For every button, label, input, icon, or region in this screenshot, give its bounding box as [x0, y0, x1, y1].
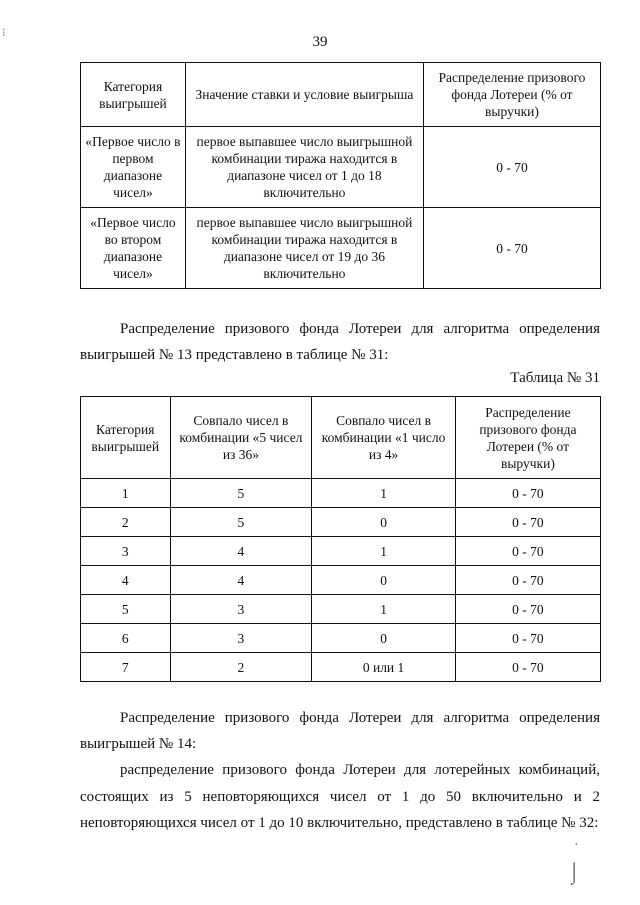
- cell-match-extra: 0: [312, 508, 456, 537]
- cell-distribution: 0 - 70: [423, 127, 600, 208]
- cell-distribution: 0 - 70: [455, 537, 600, 566]
- paragraph-algorithm-13: Распределение призового фонда Лотереи для алгоритма определения выигрышей № 13 представлено в таблице № 31:: [80, 321, 600, 363]
- cell-category: 5: [81, 595, 171, 624]
- table-row: [81, 595, 601, 624]
- table-row: [81, 208, 601, 289]
- cell-category: 3: [81, 537, 171, 566]
- header-match-1-of-4: Совпало чисел в комбинации «1 число из 4»: [312, 397, 456, 479]
- header-prize-distribution: Распределение призового фонда Лотереи (% от выручки): [455, 397, 600, 479]
- cell-match-main: 3: [170, 595, 312, 624]
- cell-category: 1: [81, 479, 171, 508]
- paragraph-algorithm-14: Распределение призового фонда Лотереи для алгоритма определения выигрышей № 14:: [80, 710, 600, 752]
- table-row: [81, 566, 601, 595]
- cell-distribution: 0 - 70: [455, 566, 600, 595]
- cell-distribution: 0 - 70: [455, 479, 600, 508]
- cell-distribution: 0 - 70: [455, 653, 600, 682]
- cell-match-extra: 1: [312, 479, 456, 508]
- cell-condition: первое выпавшее число выигрышной комбинации тиража находится в диапазоне чисел от 19 до 36 включительно: [185, 208, 423, 289]
- scan-mark: ⁝: [2, 27, 6, 39]
- cell-category: 4: [81, 566, 171, 595]
- cell-match-main: 5: [170, 479, 312, 508]
- table-label: Таблица № 31: [510, 370, 600, 386]
- header-category: Категория выигрышей: [81, 63, 186, 127]
- cell-match-extra: 0: [312, 566, 456, 595]
- scan-mark: ·: [574, 838, 579, 853]
- table-header-row: [81, 397, 601, 479]
- table-row: [81, 508, 601, 537]
- cell-match-main: 2: [170, 653, 312, 682]
- cell-category: «Первое число в первом диапазоне чисел»: [81, 127, 186, 208]
- cell-match-extra: 1: [312, 595, 456, 624]
- page-number: 39: [312, 34, 328, 50]
- table-31: [80, 396, 601, 682]
- cell-category: «Первое число во втором диапазоне чисел»: [81, 208, 186, 289]
- cell-category: 7: [81, 653, 171, 682]
- cell-distribution: 0 - 70: [423, 208, 600, 289]
- header-match-5-of-36: Совпало чисел в комбинации «5 чисел из 36»: [170, 397, 312, 479]
- cell-category: 6: [81, 624, 171, 653]
- cell-distribution: 0 - 70: [455, 508, 600, 537]
- paragraph-combinations: распределение призового фонда Лотереи для лотерейных комбинаций, состоящих из 5 неповторяющихся чисел от 1 до 50 включительно и 2 неповторяющихся чисел от 1 до 10 включительно, представлено в таблице № 32:: [80, 762, 600, 831]
- scan-mark: ⌡: [568, 862, 581, 884]
- header-category: Категория выигрышей: [81, 397, 171, 479]
- table-row: [81, 537, 601, 566]
- cell-category: 2: [81, 508, 171, 537]
- table-header-row: [81, 63, 601, 127]
- cell-match-extra: 0 или 1: [312, 653, 456, 682]
- table-row: [81, 653, 601, 682]
- prize-distribution-table-top: [80, 62, 601, 289]
- header-bet-condition: Значение ставки и условие выигрыша: [185, 63, 423, 127]
- table-row: [81, 127, 601, 208]
- table-row: [81, 624, 601, 653]
- table-row: [81, 479, 601, 508]
- cell-distribution: 0 - 70: [455, 624, 600, 653]
- cell-match-main: 4: [170, 566, 312, 595]
- cell-distribution: 0 - 70: [455, 595, 600, 624]
- cell-match-main: 5: [170, 508, 312, 537]
- cell-match-main: 3: [170, 624, 312, 653]
- header-prize-distribution: Распределение призового фонда Лотереи (% от выручки): [423, 63, 600, 127]
- cell-match-main: 4: [170, 537, 312, 566]
- cell-condition: первое выпавшее число выигрышной комбинации тиража находится в диапазоне чисел от 1 до 18 включительно: [185, 127, 423, 208]
- cell-match-extra: 1: [312, 537, 456, 566]
- cell-match-extra: 0: [312, 624, 456, 653]
